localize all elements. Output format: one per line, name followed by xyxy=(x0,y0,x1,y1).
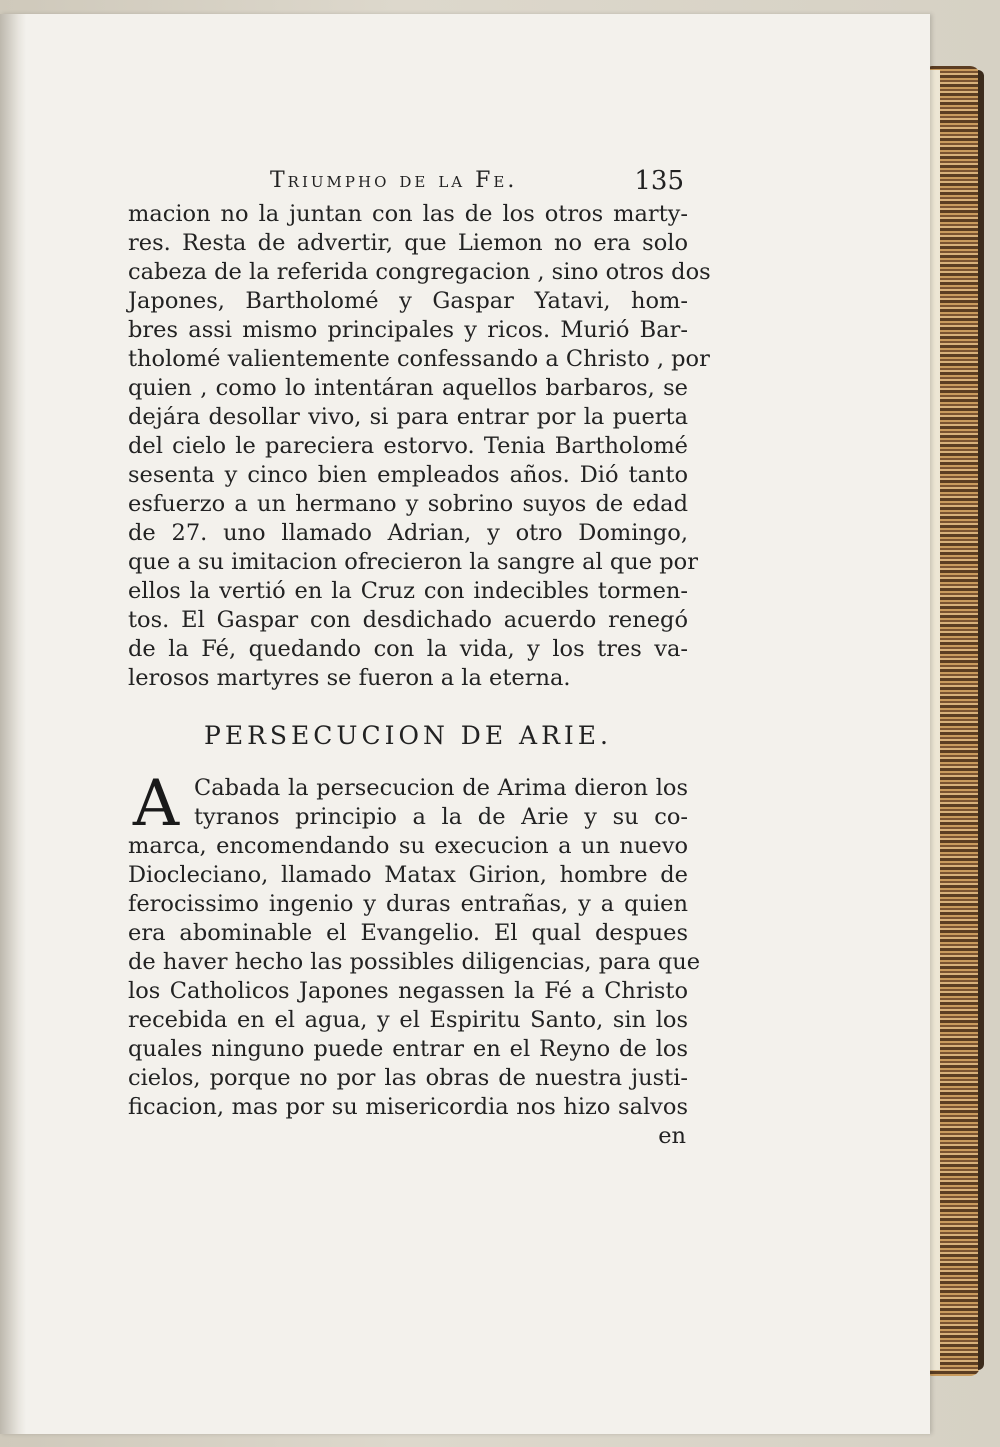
text-line: que a su imitacion ofrecieron la sangre al que por xyxy=(128,549,698,575)
text-line: ellos la vertió en la Cruz con indecibles tormen- xyxy=(128,578,688,604)
text-line: bres assi mismo principales y ricos. Murió Bar- xyxy=(128,317,688,343)
text-line: marca, encomendando su execucion a un nuevo xyxy=(128,833,688,859)
page-number: 135 xyxy=(634,166,684,196)
text-line: de haver hecho las possibles diligencias, para que xyxy=(128,949,701,975)
page-edges xyxy=(930,70,940,1370)
text-line: Cabada la persecucion de Arima dieron los xyxy=(194,775,688,801)
text-line: tos. El Gaspar con desdichado acuerdo renegó xyxy=(128,607,688,633)
text-line: tholomé valientemente confessando a Christo , por xyxy=(128,346,710,372)
page-gutter xyxy=(0,14,26,1434)
catchword: en xyxy=(658,1123,686,1149)
text-line: ferocissimo ingenio y duras entrañas, y a quien xyxy=(128,891,688,917)
text-line: quales ninguno puede entrar en el Reyno de los xyxy=(128,1036,688,1062)
text-line: de la Fé, quedando con la vida, y los tres va- xyxy=(128,636,688,662)
text-line: Japones, Bartholomé y Gaspar Yatavi, hom- xyxy=(128,288,688,314)
text-line: tyranos principio a la de Arie y su co- xyxy=(194,804,688,830)
text-line: macion no la juntan con las de los otros marty- xyxy=(128,201,688,227)
text-line: esfuerzo a un hermano y sobrino suyos de edad xyxy=(128,491,688,517)
drop-cap-initial: A xyxy=(128,774,184,832)
paragraph-1 xyxy=(128,200,711,693)
text-line: dejára desollar vivo, si para entrar por la puerta xyxy=(128,404,688,430)
text-line: cielos, porque no por las obras de nuestra justi- xyxy=(128,1065,688,1091)
running-head xyxy=(128,160,688,200)
paragraph-2 xyxy=(128,767,701,1151)
text-line: los Catholicos Japones negassen la Fé a Christo xyxy=(128,978,688,1004)
section-heading: PERSECUCION DE ARIE. xyxy=(204,721,612,750)
running-title: Triumpho de la Fe. xyxy=(270,168,518,193)
text-line: lerosos martyres se fueron a la eterna. xyxy=(128,665,571,691)
page-text-block xyxy=(128,160,711,1151)
text-line: quien , como lo intentáran aquellos barbaros, se xyxy=(128,375,688,401)
text-line: cabeza de la referida congregacion , sino otros dos xyxy=(128,259,711,285)
text-line: Diocleciano, llamado Matax Girion, hombre de xyxy=(128,862,688,888)
text-line: era abominable el Evangelio. El qual despues xyxy=(128,920,688,946)
text-line: res. Resta de advertir, que Liemon no era solo xyxy=(128,230,688,256)
text-line: recebida en el agua, y el Espiritu Santo, sin los xyxy=(128,1007,688,1033)
text-line: sesenta y cinco bien empleados años. Dió tanto xyxy=(128,462,688,488)
text-line: de 27. uno llamado Adrian, y otro Domingo, xyxy=(128,520,688,546)
text-line: del cielo le pareciera estorvo. Tenia Bartholomé xyxy=(128,433,688,459)
book-cover-edge xyxy=(978,70,984,1370)
text-line: ficacion, mas por su misericordia nos hizo salvos xyxy=(128,1094,688,1120)
